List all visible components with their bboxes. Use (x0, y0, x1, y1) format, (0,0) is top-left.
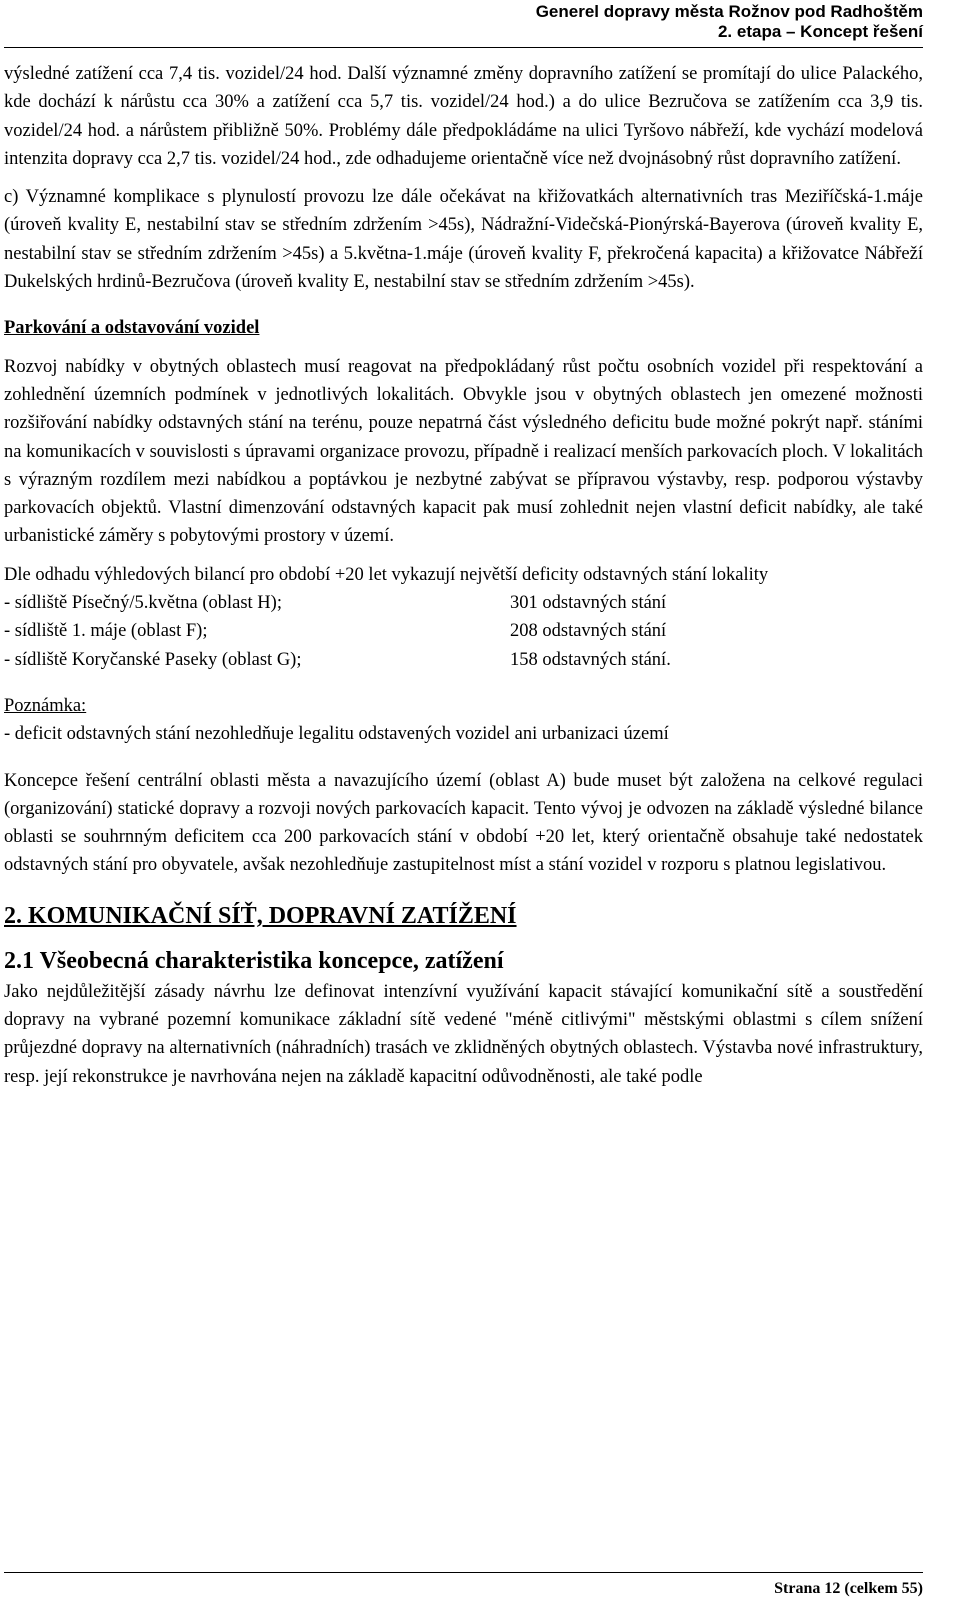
deficit-place: - sídliště 1. máje (oblast F); (4, 621, 208, 642)
chapter-heading: 2. KOMUNIKAČNÍ SÍŤ, DOPRAVNÍ ZATÍŽENÍ (4, 902, 517, 929)
paragraph-deficit-estimate: Dle odhadu výhledových bilancí pro období +20 let vykazují největší deficity odstavných stání lokality (4, 564, 769, 585)
paragraph-central-area: Koncepce řešení centrální oblasti města a navazujícího území (oblast A) bude muset být založena na celkové regulaci (organizování) statické dopravy a rozvoji nových parkovacích kapacit. Tento vývoj je odvozen na základě výsledné bilance oblasti se souhrnným deficitem cca 200 parkovacích stání v období +20 let, který orientačně obsahuje také nedostatek odstavných stání pro obyvatele, avšak nezohledňuje zastupitelnost míst a stání vozidel v rozporu s platnou legislativou. (4, 770, 923, 876)
paragraph-parking-development: Rozvoj nabídky v obytných oblastech musí reagovat na předpokládaný růst počtu osobních vozidel při respektování a zohlednění územních podmínek v jednotlivých lokalitách. Obvykle jsou v obytných oblastech jen omezené možnosti rozšiřování nabídky odstavných stání na terénu, pouze nepatrná část výsledného deficitu bude možné pokrýt např. stáními na komunikacích v souvislosti s úpravami organizace provozu, případně i realizací menších parkovacích ploch. V lokalitách s výrazným rozdílem mezi nabídkou a poptávkou je nezbytné zabývat se přípravou výstavby, resp. podporou výstavby parkovacích objektů. Vlastní dimenzování odstavných kapacit pak musí zohlednit nejen vlastní deficit nabídky, ale také urbanistické záměry s pobytovými prostory v území. (4, 356, 923, 547)
header-subtitle: 2. etapa – Koncept řešení (717, 22, 923, 41)
list-item (4, 589, 923, 617)
subchapter-heading: 2.1 Všeobecná charakteristika koncepce, zatížení (4, 947, 504, 974)
page-number: Strana 12 (celkem 55) (774, 1580, 923, 1597)
deficit-value: 158 odstavných stání. (510, 649, 671, 670)
page-content (4, 60, 923, 1091)
paragraph-traffic-load: výsledné zatížení cca 7,4 tis. vozidel/24 hod. Další významné změny dopravního zatížení se promítají do ulice Palackého, kde dochází k nárůstu cca 30% a zatížení cca 5,7 tis. vozidel/24 hod.) a do ulice Bezručova se zatížením cca 3,9 tis. vozidel/24 hod. a nárůstem přibližně 50%. Problémy dále předpokládáme na ulici Tyršovo nábřeží, kde vychází modelová intenzita dopravy cca 2,7 tis. vozidel/24 hod., zde odhadujeme orientačně více než dvojnásobný růst dopravního zatížení. (4, 64, 923, 169)
section-heading-parking: Parkování a odstavování vozidel (4, 318, 260, 339)
header-title: Generel dopravy města Rožnov pod Radhoštěm (535, 2, 923, 21)
deficit-value: 301 odstavných stání (510, 593, 667, 614)
list-item (4, 617, 923, 645)
header-rule (4, 47, 923, 48)
page-header (536, 2, 923, 42)
list-item (4, 646, 923, 674)
paragraph-intersections: c) Významné komplikace s plynulostí provozu lze dále očekávat na křižovatkách alternativních tras Meziříčská-1.máje (úroveň kvality E, nestabilní stav se středním zdržením >45s), Nádražní-Videčská-Pionýrská-Bayerova (úroveň kvality E, nestabilní stav se středním zdržením >45s) a 5.května-1.máje (úroveň kvality F, překročená kapacita) a křižovatce Nábřeží Dukelských hrdinů-Bezručova (úroveň kvality E, nestabilní stav se středním zdržením >45s). (4, 187, 923, 293)
paragraph-design-principles: Jako nejdůležitější zásady návrhu lze definovat intenzívní využívání kapacit stávající komunikační sítě a soustředění dopravy na vybrané pozemní komunikace základní sítě vedené "méně citlivými" městskými oblastmi s cílem snížení průjezdné dopravy na alternativních (náhradních) trasách ve zklidněných obytných oblastech. Výstavba nové infrastruktury, resp. její rekonstrukce je navrhována nejen na základě kapacitní odůvodněnosti, ale také podle (4, 981, 923, 1087)
note-heading: Poznámka: (4, 695, 87, 716)
deficit-place: - sídliště Koryčanské Paseky (oblast G); (4, 649, 302, 670)
footer-rule (4, 1572, 923, 1573)
deficit-place: - sídliště Písečný/5.května (oblast H); (4, 593, 282, 614)
deficit-value: 208 odstavných stání (510, 621, 667, 642)
deficit-list (4, 589, 923, 674)
note-text: - deficit odstavných stání nezohledňuje legalitu odstavených vozidel ani urbanizaci území (4, 724, 669, 745)
